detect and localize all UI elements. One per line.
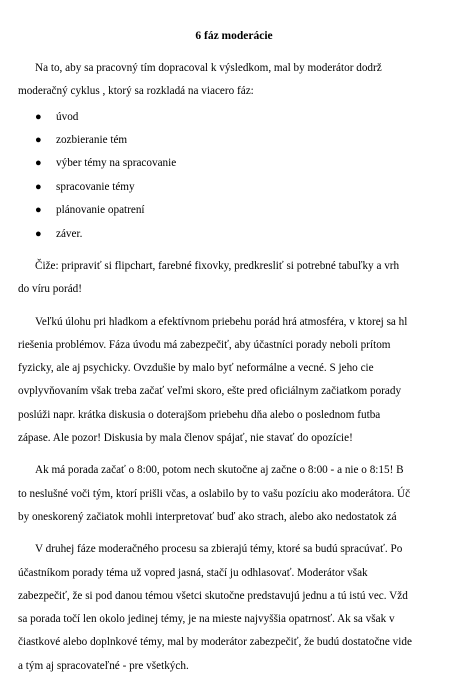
text-line: riešenia problémov. Fáza úvodu má zabezpečiť, aby účastníci porady neboli prítom [18,338,391,351]
text-line: Ak má porada začať o 8:00, potom nech skutočne aj začne o 8:00 - a nie o 8:15! B [35,464,404,477]
text-line: sa porada točí len okolo jedinej témy, je na mieste najvyššia opatrnosť. Ak sa však v [18,613,395,626]
list-item: ● výber témy na spracovanie [18,152,468,175]
atmosphere-paragraph [18,311,468,451]
bullet-icon: ● [35,180,42,193]
text-line: V druhej fáze moderačného procesu sa zbierajú témy, ktoré sa budú spracúvať. Po [35,543,403,556]
punctuality-paragraph [18,459,468,529]
list-item: ● spracovanie témy [18,176,468,199]
bullet-icon: ● [35,157,42,170]
text-line: moderačný cyklus , ktorý sa rozkladá na viacero fáz: [18,85,254,98]
text-line: by oneskorený začiatok mohli interpretovať buď ako strach, alebo ako nedostatok zá [18,510,397,523]
text-line: Veľkú úlohu pri hladkom a efektívnom priebehu porád hrá atmosféra, v ktorej sa hl [35,315,408,328]
bullet-icon: ● [35,204,42,217]
text-line: ovplyvňovaním však treba začať veľmi skoro, ešte pred oficiálnym začiatkom porady [18,385,402,398]
text-line: do víru porád! [18,283,83,296]
text-line: účastníkom porady téma už vopred jasná, stačí ju odhlasovať. Moderátor však [18,566,368,579]
text-line: zabezpečiť, že si pod danou témou všetci skutočne predstavujú jednu a tú istú vec. Vžd [18,589,408,602]
text-line: čiastkové alebo doplnkové témy, mal by moderátor zabezpečiť, že budú dostatočne vide [18,636,412,649]
list-item: ● záver. [18,223,468,246]
bullet-icon: ● [35,110,42,123]
bullet-icon: ● [35,227,42,240]
bullet-icon: ● [35,133,42,146]
preparation-paragraph [18,255,468,302]
text-line: a tým aj spracovateľné - pre všetkých. [18,659,189,672]
document-title: 6 fáz moderácie [195,30,273,42]
list-item: ● úvod [18,106,468,129]
topics-paragraph [18,538,468,678]
text-line: poslúži napr. krátka diskusia o doterajšom priebehu dňa alebo o poslednom futba [18,408,381,421]
text-line: Na to, aby sa pracovný tím dopracoval k výsledkom, mal by moderátor dodrž [35,62,382,74]
text-line: Čiže: pripraviť si flipchart, farebné fixovky, predkresliť si potrebné tabuľky a vrh [35,259,400,272]
text-line: zápase. Ale pozor! Diskusia by mala členov spájať, nie stavať do opozície! [18,432,353,445]
list-item: ● zozbieranie tém [18,129,468,152]
intro-paragraph [18,57,468,104]
text-line: to neslušné voči tým, ktorí prišli včas, a oslabilo by to vašu pozíciu ako moderátora. Úč [18,487,411,500]
text-line: fyzicky, ale aj psychicky. Ovzdušie by malo byť neformálne a vecné. S jeho cie [18,362,374,375]
phase-list [18,106,468,246]
document-body [18,57,468,678]
list-item: ● plánovanie opatrení [18,199,468,222]
